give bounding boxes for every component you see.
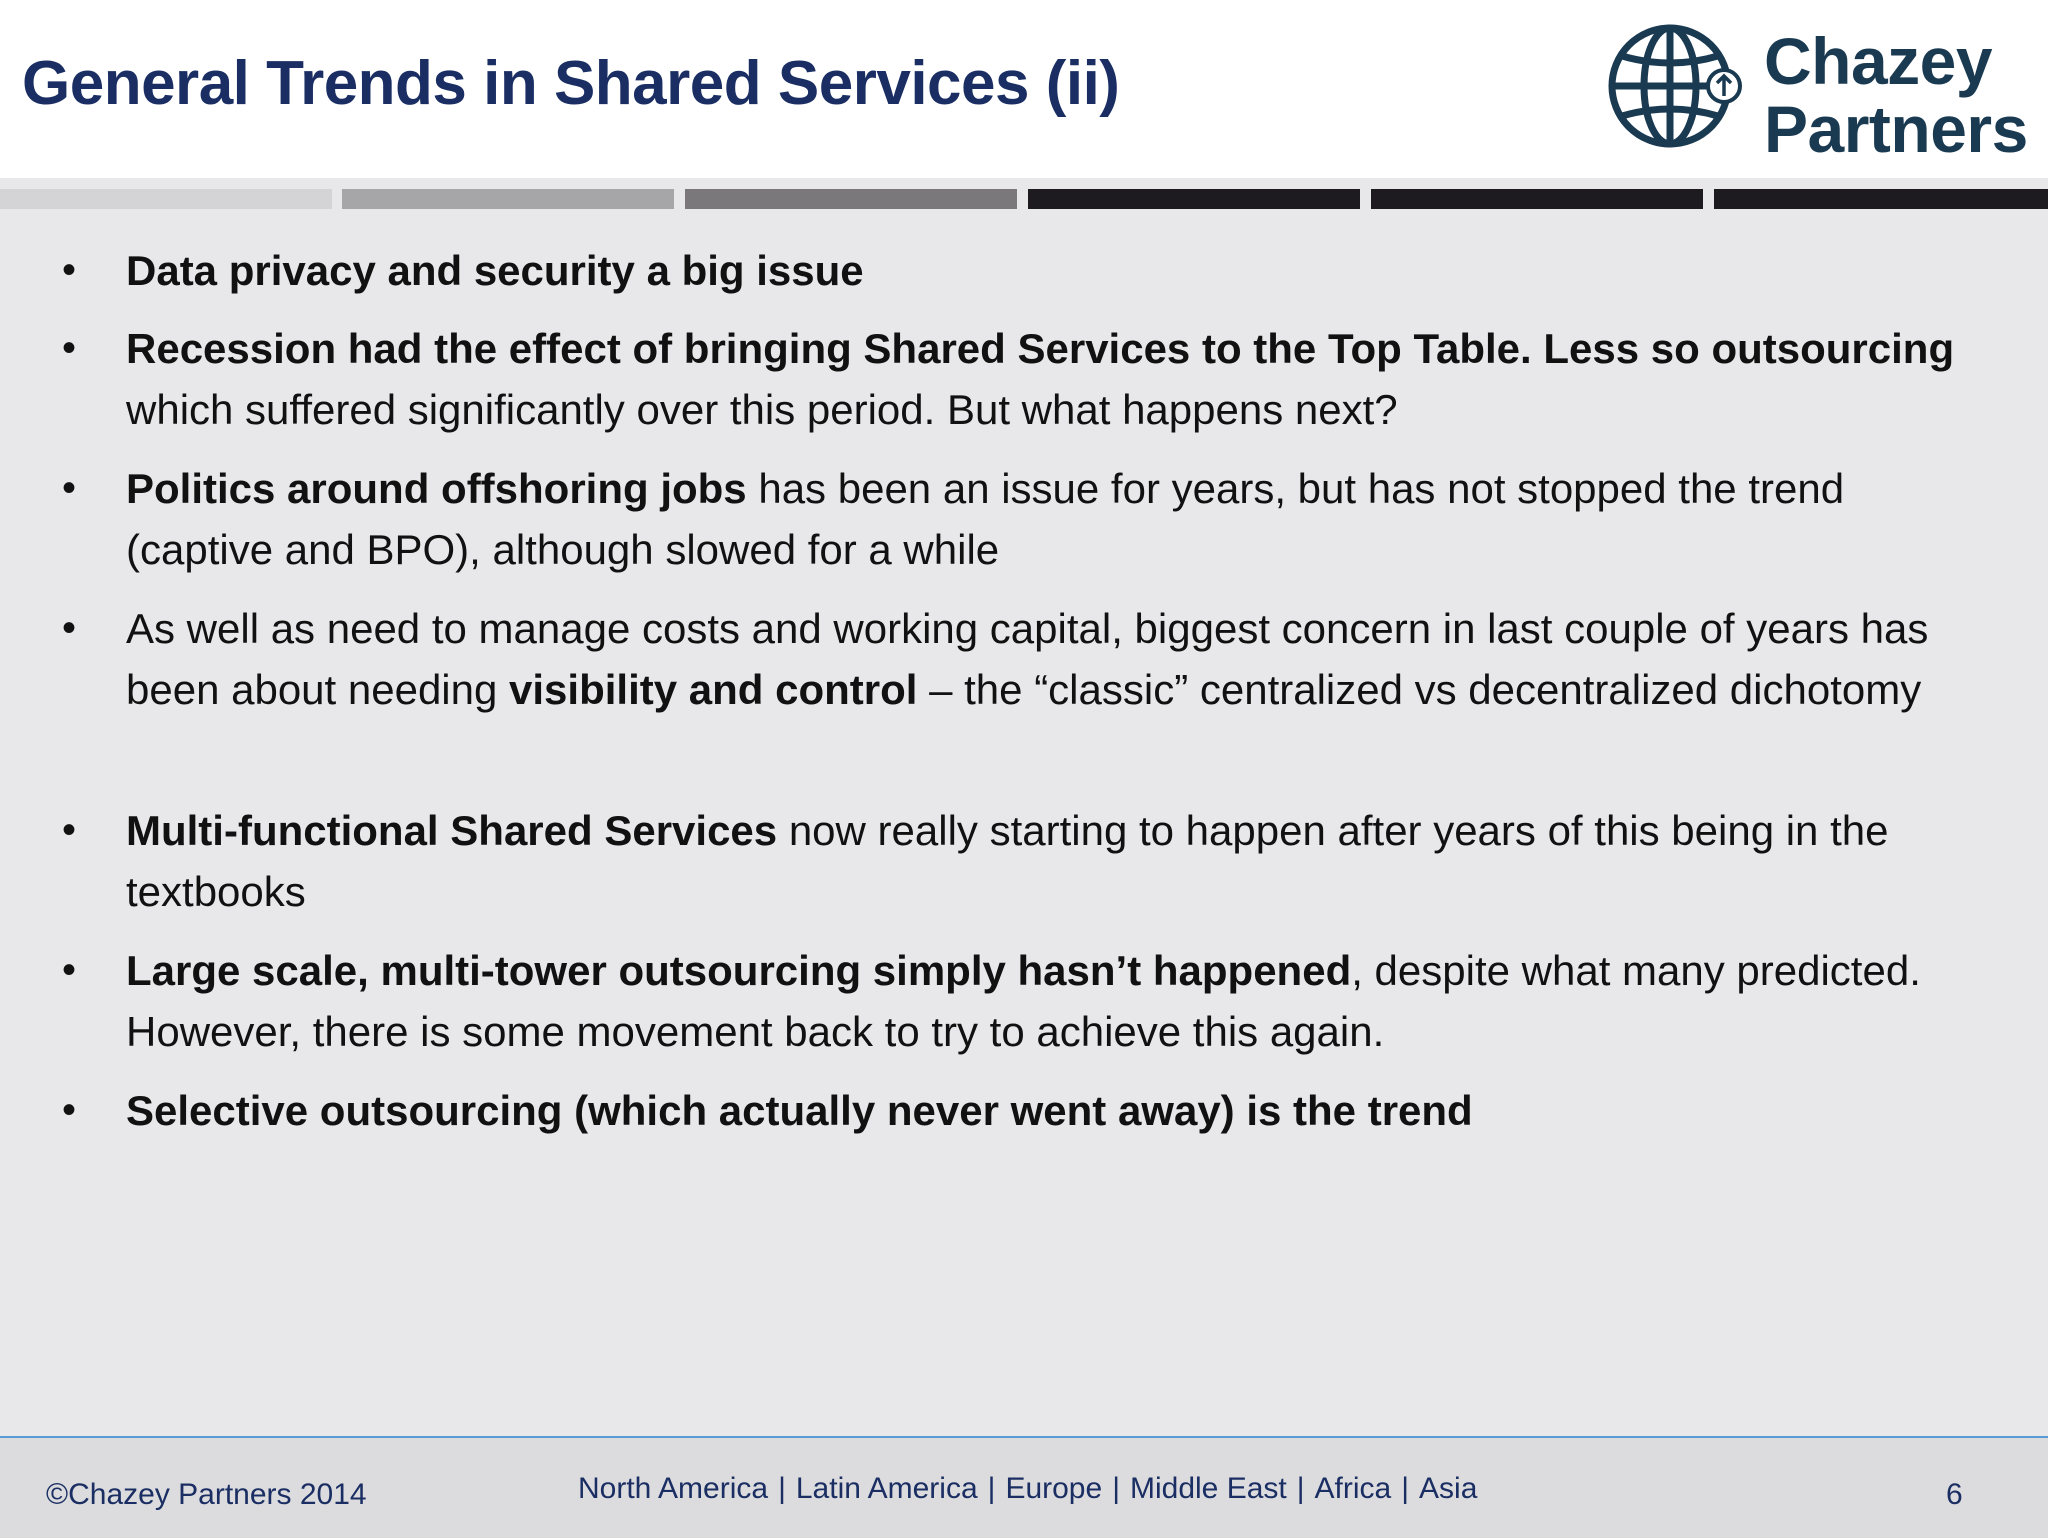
- bullet-item: [62, 240, 1986, 301]
- decorative-bar-5: [1371, 189, 1703, 209]
- regions-list: [578, 1472, 1477, 1506]
- decorative-bars: [0, 189, 2048, 209]
- bullet-text: , despite what many predicted. However, there is some movement back to try to achieve this again.: [126, 947, 1921, 1055]
- bullet-text-bold: Recession had the effect of bringing Shared Services to the Top Table. Less so outsourcing: [126, 325, 1955, 372]
- company-logo: [1604, 20, 2028, 166]
- decorative-bar-6: [1714, 189, 2048, 209]
- region-separator: |: [1112, 1472, 1120, 1505]
- bullet-item: [62, 1080, 1986, 1141]
- bullet-dot: •: [62, 606, 77, 650]
- region-item: Africa: [1314, 1472, 1392, 1505]
- slide-title: General Trends in Shared Services (ii): [22, 49, 1120, 118]
- region-item: North America: [578, 1472, 769, 1505]
- region-separator: |: [987, 1472, 996, 1505]
- bullet-item: [62, 940, 1986, 1062]
- bullet-text-bold: Selective outsourcing (which actually never went away) is the trend: [126, 1087, 1473, 1134]
- bullet-text: now really starting to happen after years of this being in the textbooks: [126, 807, 1889, 915]
- region-separator: |: [1401, 1472, 1410, 1505]
- bullet-text-bold: Large scale, multi-tower outsourcing simply hasn’t happened: [126, 947, 1352, 994]
- bullet-text-bold: visibility and control: [509, 666, 918, 713]
- globe-arrow-icon: [1604, 20, 1744, 152]
- bullet-item: [62, 598, 1986, 720]
- region-separator: |: [1296, 1472, 1305, 1505]
- bullet-item: [62, 318, 1986, 440]
- bullet-dot: •: [62, 466, 77, 510]
- bullet-dot: •: [62, 326, 77, 370]
- slide-footer: [0, 1436, 2048, 1538]
- region-item: Europe: [1005, 1472, 1103, 1505]
- bullet-item: [62, 458, 1986, 580]
- decorative-bar-3: [685, 189, 1017, 209]
- region-item: Latin America: [795, 1472, 978, 1505]
- page-number: 6: [1946, 1478, 1963, 1511]
- bullet-item: [62, 800, 1986, 922]
- bullet-dot: •: [62, 948, 77, 992]
- bullet-dot: •: [62, 808, 77, 852]
- bullet-text-bold: Multi-functional Shared Services: [126, 807, 778, 854]
- logo-text-chazey: Chazey: [1764, 24, 1993, 98]
- bullet-dot: •: [62, 248, 77, 292]
- decorative-bar-1: [0, 189, 332, 209]
- bullet-text-bold: Politics around offshoring jobs: [126, 465, 747, 512]
- slide-header: [0, 0, 2048, 178]
- logo-text-partners: Partners: [1764, 92, 2028, 166]
- region-item: Middle East: [1129, 1472, 1287, 1505]
- bullet-text: As well as need to manage costs and working capital, biggest concern in last couple of years has been about needing: [126, 605, 1929, 713]
- bullet-text: – the “classic” centralized vs decentralized dichotomy: [917, 666, 1922, 713]
- bullet-text-bold: Data privacy and security a big issue: [126, 247, 864, 294]
- bullet-text: has been an issue for years, but has not stopped the trend (captive and BPO), although slowed for a while: [126, 465, 1845, 573]
- bullet-text: which suffered significantly over this period. But what happens next?: [126, 386, 1398, 433]
- region-separator: |: [778, 1472, 786, 1505]
- decorative-bar-4: [1028, 189, 1360, 209]
- decorative-bar-2: [342, 189, 674, 209]
- bullet-dot: •: [62, 1088, 77, 1132]
- region-item: Asia: [1419, 1472, 1478, 1505]
- copyright-text: ©Chazey Partners 2014: [46, 1478, 367, 1511]
